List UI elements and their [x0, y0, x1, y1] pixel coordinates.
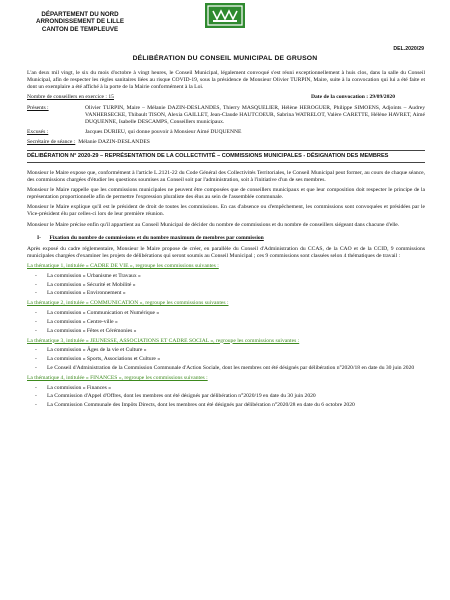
- list-item: - La Commission Communale des Impôts Directs, dont les membres ont été désignés par délibération n°2020/28 en date du 6 octobre 2020: [35, 402, 425, 409]
- paragraph-4: Monsieur le Maire précise enfin qu'il appartient au Conseil Municipal de décider du nombre de commissions et du nombre de conseillers siégeant dans chacune d'elle.: [27, 221, 400, 228]
- attendance-summary: [27, 94, 425, 101]
- excuses-row: [27, 129, 425, 136]
- list-item: - Le Conseil d'Administration de la Commission Communale d'Action Sociale, dont les membres ont été désignés par délibération n°2020/18 en date du 30 juin 2020: [35, 365, 425, 372]
- list-item: - La commission « Finances »: [35, 385, 425, 392]
- list-item: - La commission « Centre-ville »: [35, 319, 425, 326]
- section-1-heading: [27, 235, 425, 242]
- page-title: DÉLIBÉRATION DU CONSEIL MUNICIPAL DE GRUSON: [132, 55, 318, 62]
- list-item: - La commission « Environnement »: [35, 290, 425, 297]
- paragraph-1: Monsieur le Maire expose que, conformément à l'article L.2121-22 du Code Général des Collectivités Territoriales, le Conseil Municipal peut former, au cours de chaque séance, des commissions chargées d'étudier les questions soumises au Conseil soit par l'administration, soit à l'initiative d'un de ses membres.: [27, 169, 425, 183]
- list-item: - La commission « Communication et Numérique »: [35, 310, 425, 317]
- presents-row: [27, 105, 425, 126]
- secretary-name: Mélanie DAZIN-DESLANDES: [78, 138, 150, 145]
- theme-1: [27, 263, 425, 297]
- excuses-text: Jacques DURIEU, qui donne pouvoir à Monsieur Aimé DUQUENNE: [85, 128, 242, 135]
- canton-line: CANTON DE TEMPLEUVE: [41, 25, 119, 33]
- department-line: DÉPARTEMENT DU NORD: [41, 11, 119, 18]
- list-item: - La commission « Urbanisme et Travaux »: [35, 273, 425, 280]
- secretary-label: Secrétaire de séance :: [27, 138, 76, 145]
- theme-3: [27, 338, 425, 372]
- members-count: Nombre de conseillers en exercice : 15: [27, 94, 114, 101]
- theme-list: [35, 385, 425, 409]
- deliberation-reference: DEL.2020/29: [393, 46, 424, 52]
- theme-heading: La thématique 1, intitulée « CADRE DE VIE », regroupe les commissions suivantes :: [27, 263, 219, 270]
- department-header: [0, 11, 160, 33]
- list-item: - La commission « Sécurité et Mobilité »: [35, 282, 425, 289]
- section-numeral: I-: [37, 234, 42, 241]
- list-item: - La commission « Sports, Associations et Culture »: [35, 356, 425, 363]
- excuses-label: Excusés :: [27, 128, 49, 135]
- secretary-row: [27, 139, 425, 146]
- convocation-date: Date de la convocation : 29/09/2020: [310, 94, 395, 101]
- deliberation-title: DÉLIBÉRATION N° 2020-29 – REPRÉSENTATION DE LA COLLECTIVITÉ – COMMISSIONS MUNICIPALES - DÉSIGNATION DES MEMBRES: [27, 150, 425, 163]
- theme-heading: La thématique 3, intitulée « JEUNESSE, ASSOCIATIONS ET CADRE SOCIAL », regroupe les commissions suivantes :: [27, 337, 300, 344]
- municipal-logo-icon: [205, 3, 245, 28]
- list-item: - La commission « Âges de la vie et Culture »: [35, 347, 425, 354]
- theme-list: [35, 347, 425, 371]
- paragraph-3: Monsieur le Maire explique qu'il est le président de droit de toutes les commissions. En cas d'absence ou d'empêchement, les commissions sont convoquées et présidées par le Vice-président élu par celles-ci lors de leur première réunion.: [27, 204, 425, 218]
- list-item: - La commission « Fêtes et Cérémonies »: [35, 328, 425, 335]
- theme-heading: La thématique 4, intitulée « FINANCES », regroupe les commissions suivantes :: [27, 374, 208, 381]
- section-title: Fixation du nombre de commissions et du nombre maximum de membres par commission: [49, 234, 264, 241]
- presents-list: Olivier TURPIN, Maire – Mélanie DAZIN-DESLANDES, Thierry MASQUELIER, Hélène HEROGUER, Philippe SIMOENS, Adjoints – Audrey VANHERSECKE, Thibault TISON, Alexia GAILLET, Jean-Claude HAUTCOEUR, Sabrina WATRELOT, Valère CARETTE, Hélène HAVRET, Aimé DUQUENNE, Isabelle DESCAMPS, Conseillers municipaux.: [85, 105, 425, 126]
- arrondissement-line: ARRONDISSEMENT DE LILLE: [35, 18, 124, 26]
- theme-heading: La thématique 2, intitulée « COMMUNICATION », regroupe les commissions suivantes :: [27, 300, 229, 307]
- theme-list: [35, 273, 425, 297]
- theme-2: [27, 300, 425, 334]
- presents-label: Présents :: [27, 105, 49, 112]
- intro-paragraph: L'an deux mil vingt, le six du mois d'octobre à vingt heures, le Conseil Municipal, légalement convoqué s'est réuni exceptionnellement à huis clos, dans la salle du Conseil Municipal, afin de respecter les règles sanitaires liées au risque COVID-19, sous la présidence de Monsieur Olivier TURPIN, Maire, suite à la convocation qui lui a été faite et dont un exemplaire a été affiché à la porte de la Mairie conformément à la Loi.: [27, 70, 425, 90]
- section-1-text: Après exposé du cadre réglementaire, Monsieur le Maire propose de créer, en parallèle du Conseil d'Administration du CCAS, de la CAO et de la CCID, 9 commissions municipales chargées d'examiner les projets de délibérations qui seront soumis au Conseil Municipal ; ces 9 commissions sont classées selon 4 thématiques de travail :: [27, 245, 425, 259]
- document-body: [27, 70, 425, 411]
- theme-4: [27, 375, 425, 409]
- theme-list: [35, 310, 425, 334]
- paragraph-2: Monsieur le Maire rappelle que les commissions municipales ne peuvent être composées que de conseillers municipaux et que leur composition doit respecter le principe de la représentation proportionnelle afin de permettre l'expression pluraliste des élus au sein de l'assemblée communale.: [27, 187, 425, 200]
- list-item: - La Commission d'Appel d'Offres, dont les membres ont été désignés par délibération n°2020/19 en date du 30 juin 2020: [35, 393, 425, 400]
